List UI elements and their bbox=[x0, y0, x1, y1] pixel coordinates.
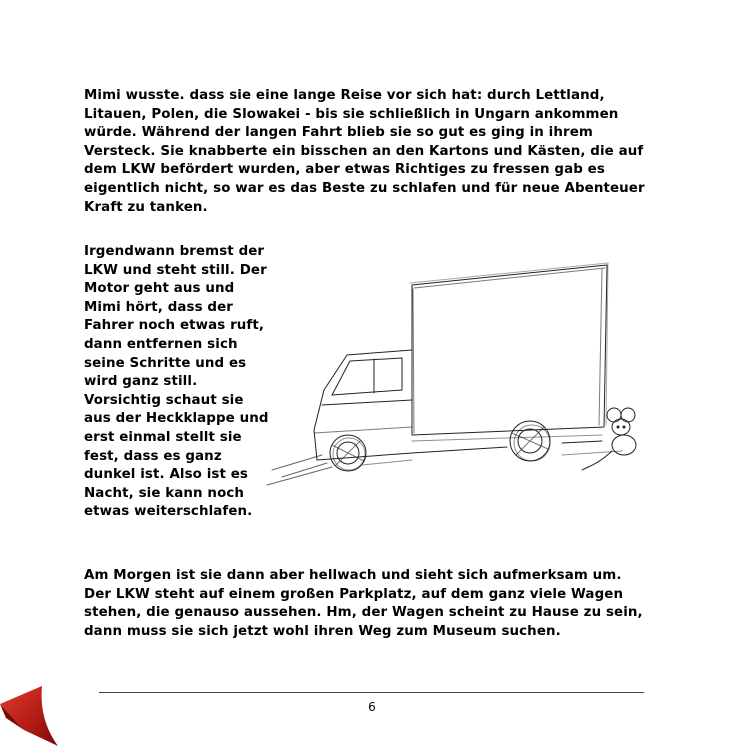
page-curl-icon[interactable] bbox=[0, 686, 60, 746]
paragraph-truck-stops: Irgendwann bremst der LKW und steht still. Der Motor geht aus und Mimi hört, dass der Fahrer noch etwas ruft, dann entfernen sich seine Schritte und es wird ganz still. Vorsichtig schaut sie aus der Heckklappe und erst einmal stellt sie fest, dass es ganz dunkel ist. Also ist es Nacht, sie kann noch etwas weiterschlafen. bbox=[84, 244, 269, 520]
truck-cargo-box bbox=[412, 265, 607, 435]
paragraph-morning: Am Morgen ist sie dann aber hellwach und sieht sich aufmerksam um. Der LKW steht auf einem großen Parkplatz, auf dem ganz viele Wagen stehen, die genauso aussehen. Hm, der Wagen scheint zu Hause zu sein, dann muss sie sich jetzt wohl ihren Weg zum Museum suchen. bbox=[84, 568, 643, 639]
mouse-icon bbox=[582, 408, 636, 470]
front-wheel-icon bbox=[330, 435, 366, 471]
footer-divider bbox=[99, 692, 644, 693]
paragraph-journey: Mimi wusste. dass sie eine lange Reise vor sich hat: durch Lettland, Litauen, Polen, die Slowakei - bis sie schließlich in Ungarn ankommen würde. Während der langen Fahrt blieb sie so gut es ging in ihrem Versteck. Sie knabberte ein bisschen an den Kartons und Kästen, die auf dem LKW befördert wurden, aber etwas Richtiges zu fressen gab es eigentlich nicht, so war es das Beste zu schlafen und für neue Abenteuer Kraft zu tanken. bbox=[84, 88, 645, 215]
rear-wheel-icon bbox=[510, 421, 550, 461]
page-number: 6 bbox=[368, 700, 376, 714]
truck-and-mouse-sketch bbox=[262, 255, 652, 495]
